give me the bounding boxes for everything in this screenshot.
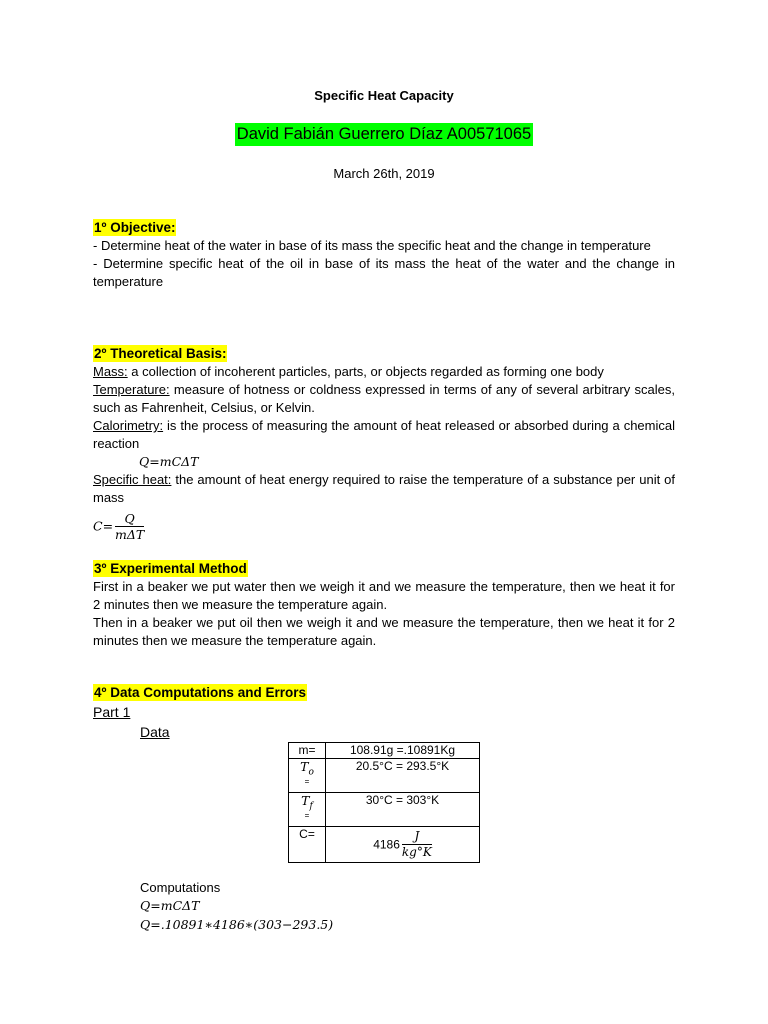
computation-equation-2: Q=.10891∗4186∗(303−293.5): [140, 917, 334, 932]
heat-equation: Q=mCΔT: [139, 454, 199, 469]
specific-heat-equation: [93, 511, 675, 542]
data-label: Data: [140, 724, 170, 740]
computations-label: Computations: [140, 880, 221, 895]
data-section: [93, 684, 675, 702]
specific-heat-label-cell: C=: [289, 827, 326, 863]
equals-sign: =: [304, 777, 310, 787]
specific-heat-def-text: the amount of heat energy required to raise the temperature of a substance per unit of mass: [93, 472, 675, 505]
temperature-definition: [93, 381, 675, 417]
computation-equation-1: Q=mCΔT: [140, 898, 200, 913]
calorimetry-definition: [93, 417, 675, 453]
author-name: David Fabián Guerrero Díaz A00571065: [235, 123, 533, 146]
specific-heat-value-cell: [326, 827, 480, 863]
document-date: March 26th, 2019: [333, 166, 435, 181]
mass-def-text: a collection of incoherent particles, parts, or objects regarded as forming one body: [127, 364, 604, 379]
method-heading: 3º Experimental Method: [94, 561, 247, 576]
author-line: [0, 125, 768, 144]
unit-denominator: kg°K: [401, 845, 432, 859]
theory-section: [93, 345, 675, 542]
data-heading: 4º Data Computations and Errors: [94, 685, 306, 700]
objective-line-1: - Determine heat of the water in base of its mass the specific heat and the change in temperature: [93, 238, 651, 253]
calorimetry-def-text: is the process of measuring the amount of heat released or absorbed during a chemical reaction: [93, 418, 675, 451]
calorimetry-term: Calorimetry:: [93, 418, 164, 433]
objective-line-2: - Determine specific heat of the oil in base of its mass the heat of the water and the change in temperature: [93, 256, 675, 289]
fraction-numerator: Q: [115, 511, 144, 527]
fraction-denominator: mΔT: [115, 527, 145, 542]
table-row: [289, 743, 480, 759]
final-temp-value-cell: 30°C = 303°K: [326, 793, 480, 827]
t-subscript: o: [308, 767, 314, 778]
method-paragraph-1: First in a beaker we put water then we weigh it and we measure the temperature, then we heat it for 2 minutes then we measure the temperature again.: [93, 579, 675, 612]
specific-heat-definition: [93, 471, 675, 507]
t-subscript: f: [309, 801, 313, 812]
theory-heading: 2º Theoretical Basis:: [94, 346, 227, 361]
mass-value-cell: 108.91g =.10891Kg: [326, 743, 480, 759]
unit-numerator: J: [402, 829, 432, 845]
table-row: [289, 827, 480, 863]
final-temp-label-cell: [289, 793, 326, 827]
t-symbol: T: [301, 793, 310, 808]
document-title: Specific Heat Capacity: [314, 88, 454, 103]
table-row: [289, 759, 480, 793]
data-table: [288, 742, 480, 863]
specific-heat-lhs: C=: [93, 518, 114, 534]
objective-section: [93, 219, 675, 291]
initial-temp-value-cell: 20.5°C = 293.5°K: [326, 759, 480, 793]
table-row: [289, 793, 480, 827]
specific-heat-number: 4186: [373, 837, 400, 852]
mass-label-cell: m=: [289, 743, 326, 759]
specific-heat-term: Specific heat:: [93, 472, 172, 487]
initial-temp-label-cell: [289, 759, 326, 793]
mass-definition: [93, 363, 675, 381]
temperature-def-text: measure of hotness or coldness expressed in terms of any of several arbitrary scales, such as Fahrenheit, Celsius, or Kelvin.: [93, 382, 675, 415]
objective-heading: 1º Objective:: [94, 220, 176, 235]
part-1-label: Part 1: [93, 704, 131, 720]
method-section: [93, 560, 675, 650]
t-symbol: T: [300, 759, 309, 774]
mass-term: Mass:: [93, 364, 128, 379]
temperature-term: Temperature:: [93, 382, 170, 397]
equals-sign: =: [304, 811, 310, 821]
method-paragraph-2: Then in a beaker we put oil then we weigh it and we measure the temperature, then we heat it for 2 minutes then we measure the temperature again.: [93, 615, 675, 648]
